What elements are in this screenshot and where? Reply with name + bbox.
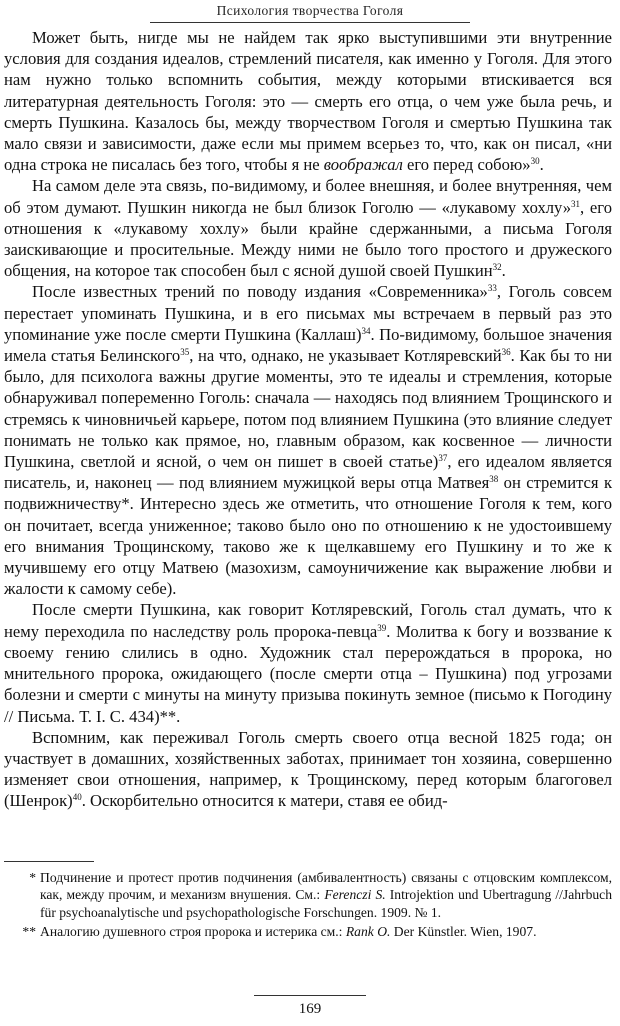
text-run: , его отношения к «лукавому хохлу» были крайне сдержанными, а письма Гоголя заискивающие и просительные. Между ними не было того простого и дружеского общения, на которое так способен был с ясной душой своей Пушкин xyxy=(4,197,612,281)
page-number: 169 xyxy=(298,1001,322,1017)
running-head: Психология творчества Гоголя xyxy=(216,3,404,18)
text-run: После смерти Пушкина, как говорит Котляревский, Гоголь стал думать, что к нему переходила по наследству роль пророка-певца xyxy=(4,600,612,641)
text-run: . xyxy=(501,261,506,281)
footnote-rule xyxy=(4,861,94,862)
text-run: Introjektion und Ubertragung //Jahrbuch für psychoanalytische und psychopathologische Forschungen. 1909. № 1. xyxy=(40,887,612,920)
body-text xyxy=(4,27,612,812)
note-ref: 36 xyxy=(501,347,511,358)
text-run: Аналогию душевного строя пророка и истерика см.: xyxy=(40,924,346,940)
text-run: Der Künstler. Wien, 1907. xyxy=(390,924,537,940)
text-run: Подчинение и протест против подчинения (амбивалентность) связаны с отцовским комплексом, как, между прочим, и механизм внушения. См.: xyxy=(40,870,612,903)
text-run: Вспомним, как переживал Гоголь смерть своего отца весной 1825 года; он участвует в домашних, хозяйственных заботах, принимает тон хозяина, совершенно изменяет свои отношения, например, к Трощинскому, перед которым благоговел (Шенрок) xyxy=(4,727,612,811)
text-run: . Оскорбительно относится к матери, ставя ее обид- xyxy=(81,791,448,811)
note-ref: 37 xyxy=(438,453,448,464)
footnote xyxy=(4,869,612,921)
text-run: . Как бы то ни было, для психолога важны другие моменты, это те идеалы и стремления, которые обнаруживал попеременно Гоголь: сначала — находясь под влиянием Трощинского и стремясь к чиновничьей карьере, потом под влиянием Пушкина (это влияние следует понимать не только как прямое, но, главным образом, как косвенное — личности Пушкина, светлой и ясной, о чем он пишет в своей статье) xyxy=(4,346,612,472)
header-rule xyxy=(150,22,470,23)
page-number-rule xyxy=(254,995,366,996)
text-run: его перед собою» xyxy=(402,155,531,175)
footnote-mark: ** xyxy=(22,924,36,940)
text-run: , его идеалом является писатель, и, наконец — под влиянием мужицкой веры отца Матвея xyxy=(4,452,613,493)
note-ref: 39 xyxy=(377,622,387,633)
emphasis: Rank O. xyxy=(345,924,391,940)
text-run: На самом деле эта связь, по-видимому, и более внешняя, и более внутренняя, чем об этом думают. Пушкин никогда не был близок Гоголю — «лукавому хохлу» xyxy=(4,176,612,217)
emphasis: воображал xyxy=(323,155,403,175)
text-run: , на что, однако, не указывает Котляревский xyxy=(189,346,502,366)
footnotes xyxy=(4,869,612,943)
paragraph xyxy=(4,27,612,175)
text-run: После известных трений по поводу издания «Современника» xyxy=(32,282,488,302)
paragraph xyxy=(4,599,612,726)
note-ref: 34 xyxy=(361,325,371,336)
text-run: . Молитва к богу и воззвание к своему гению слились в одно. Художник стал перерождаться в пророка, но мнительного пророка, ожидающего (после смерти отца – Пушкина) под угрозами болезни и смерти с минуты на минуту призыва покинуть земное (письмо к Погодину // Письма. Т. I. С. 434)**. xyxy=(4,621,612,726)
text-run: он стремится к подвижничеству*. Интересно здесь же отметить, что отношение Гоголя к тем, кого он почитает, всегда униженное; таково было оно по отношению к не удостоившему его внимания Трощинскому, таково же к щелкавшему его Пушкину и то же к мучившему его отцу Матвею (мазохизм, самоуничижение как выражение любви и жалости к самому себе). xyxy=(4,473,613,599)
note-ref: 32 xyxy=(492,262,502,273)
note-ref: 33 xyxy=(487,283,497,294)
footnote xyxy=(4,923,612,940)
text-run: Может быть, нигде мы не найдем так ярко выступившими эти внутренние условия для создания идеалов, стремлений писателя, как именно у Гоголя. Для этого нам нужно только вспомнить события, между которыми втискивается вся литературная деятельность Гоголя: это — смерть его отца, о чем уже была речь, и смерть Пушкина. Казалось бы, между творчеством Гоголя и смертью Пушкина так мало связи и зависимости, даже если мы примем всерьез то, что, как он писал, «ни одна строка не писалась без того, чтобы я не xyxy=(4,28,612,175)
note-ref: 30 xyxy=(530,156,540,167)
text-run: . xyxy=(539,155,544,175)
text-run: , Гоголь совсем перестает упоминать Пушкина, и в его письмах мы встречаем в первый раз это упоминание уже после смерти Пушкина (Каллаш) xyxy=(4,282,612,344)
footnote-mark: * xyxy=(29,870,36,885)
paragraph xyxy=(4,175,612,281)
paragraph xyxy=(4,727,612,812)
paragraph xyxy=(4,281,612,599)
note-ref: 40 xyxy=(72,792,82,803)
note-ref: 38 xyxy=(489,474,499,485)
emphasis: Ferenczi S. xyxy=(324,887,386,903)
text-run: . По-видимому, большое значения имела статья Белинского xyxy=(4,324,612,366)
note-ref: 35 xyxy=(180,347,190,358)
note-ref: 31 xyxy=(571,198,581,209)
